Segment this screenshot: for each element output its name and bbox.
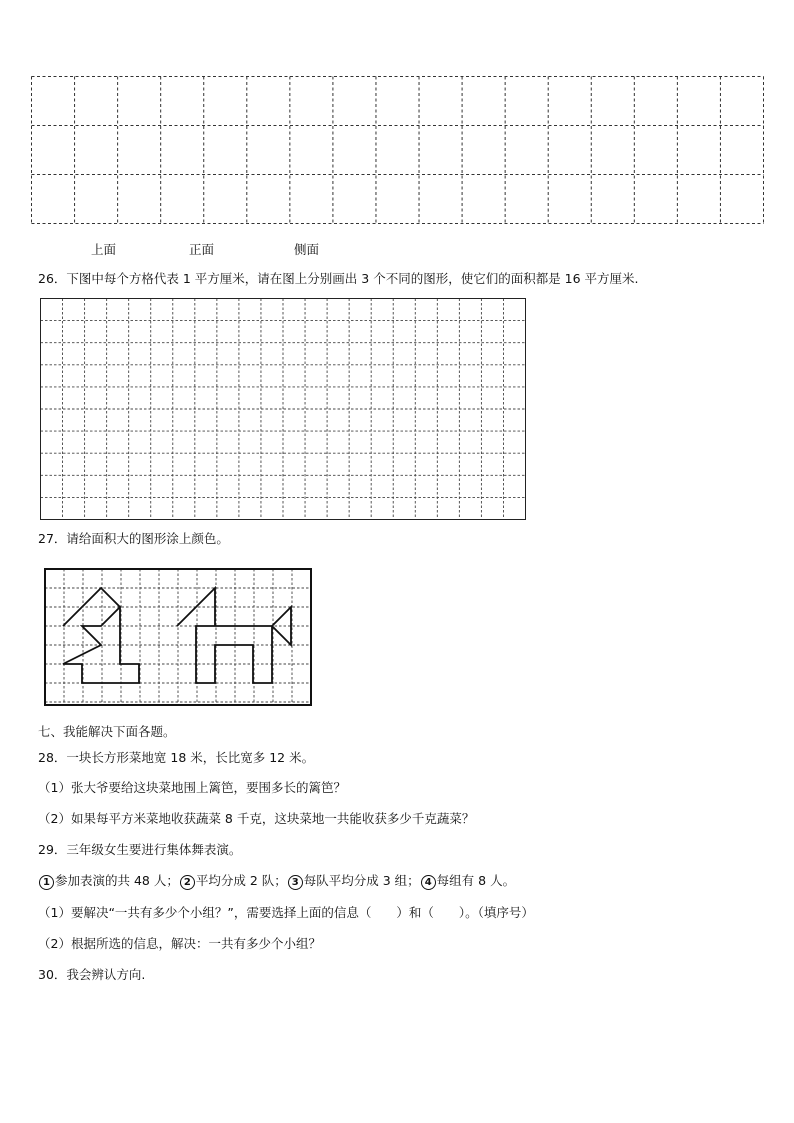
info-text-2: 平均分成 2 队； bbox=[195, 873, 287, 888]
info-text-4: 每组有 8 人。 bbox=[436, 873, 516, 888]
info-mark-3: 3 bbox=[288, 875, 303, 890]
info-mark-4: 4 bbox=[421, 875, 436, 890]
question-30: 30．我会辨认方向. bbox=[38, 967, 146, 982]
view-label-front: 正面 bbox=[189, 242, 215, 257]
view-label-top: 上面 bbox=[91, 242, 117, 257]
info-text-1: 参加表演的共 48 人； bbox=[55, 873, 179, 888]
question-28-part1: （1）张大爷要给这块菜地围上篱笆，要围多长的篱笆？ bbox=[38, 780, 346, 795]
section-7-title: 七、我能解决下面各题。 bbox=[38, 724, 176, 739]
info-text-3: 每队平均分成 3 组； bbox=[303, 873, 420, 888]
square-cm-grid bbox=[40, 298, 526, 521]
question-28-part2: （2）如果每平方米菜地收获蔬菜 8 千克，这块菜地一共能收获多少千克蔬菜？ bbox=[38, 811, 475, 826]
question-27: 27．请给面积大的图形涂上颜色。 bbox=[38, 531, 229, 546]
question-26: 26．下图中每个方格代表 1 平方厘米，请在图上分别画出 3 个不同的图形，使它们的面积都是 16 平方厘米. bbox=[38, 271, 639, 286]
question-28-stem: 28．一块长方形菜地宽 18 米，长比宽多 12 米。 bbox=[38, 750, 315, 765]
question-29-info bbox=[38, 873, 515, 890]
duck-shape bbox=[63, 588, 139, 683]
question-29-stem: 29．三年级女生要进行集体舞表演。 bbox=[38, 842, 242, 857]
question-29-part1: （1）要解决“一共有多少个小组？”，需要选择上面的信息（ ）和（ ）。（填序号） bbox=[38, 905, 534, 920]
horse-shape bbox=[177, 588, 291, 683]
shapes-grid bbox=[44, 568, 312, 706]
info-mark-2: 2 bbox=[180, 875, 195, 890]
three-view-grid bbox=[31, 76, 764, 224]
info-mark-1: 1 bbox=[39, 875, 54, 890]
view-label-side: 侧面 bbox=[294, 242, 320, 257]
question-29-part2: （2）根据所选的信息，解决：一共有多少个小组？ bbox=[38, 936, 321, 951]
